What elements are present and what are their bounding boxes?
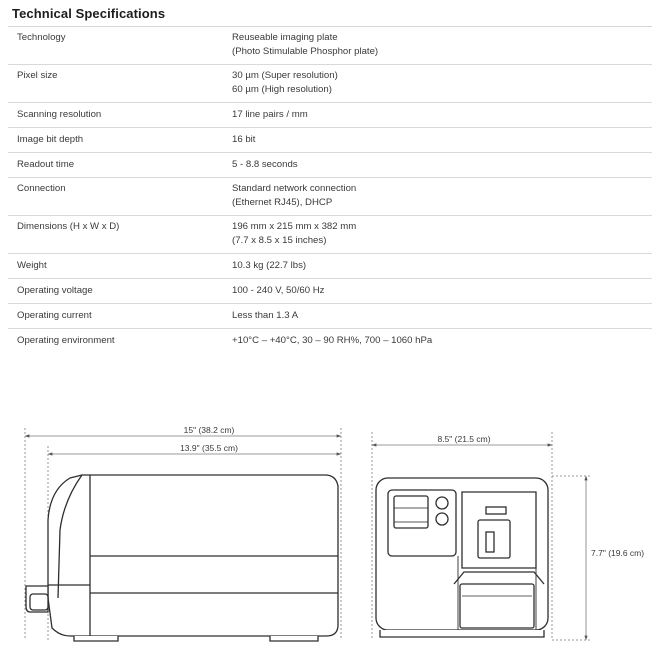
- spec-value-line: 60 µm (High resolution): [232, 83, 332, 95]
- spec-label: Dimensions (H x W x D): [17, 221, 120, 232]
- spec-value: 17 line pairs / mm: [232, 109, 308, 121]
- spec-value-line: Reuseable imaging plate: [232, 32, 338, 43]
- spec-value: 100 - 240 V, 50/60 Hz: [232, 285, 325, 297]
- front-width-label: 8.5" (21.5 cm): [437, 434, 491, 444]
- spec-label: Technology: [17, 32, 66, 43]
- spec-value-line: (7.7 x 8.5 x 15 inches): [232, 234, 327, 246]
- spec-value-line: (Photo Stimulable Phosphor plate): [232, 45, 379, 57]
- spec-value: +10°C – +40°C, 30 – 90 RH%, 700 – 1060 hPa: [232, 335, 433, 347]
- spec-value-line: Standard network connection: [232, 183, 357, 194]
- spec-value: 10.3 kg (22.7 lbs): [232, 260, 307, 272]
- spec-label: Readout time: [17, 159, 75, 171]
- spec-label: Scanning resolution: [17, 109, 102, 121]
- spec-label: Pixel size: [17, 70, 58, 81]
- spec-label: Operating voltage: [17, 285, 93, 297]
- spec-value: Less than 1.3 A: [232, 310, 299, 322]
- spec-label: Weight: [17, 260, 47, 272]
- side-body-length-label: 13.9" (35.5 cm): [180, 443, 238, 453]
- spec-label: Image bit depth: [17, 134, 84, 146]
- side-overall-length-label: 15" (38.2 cm): [183, 425, 235, 435]
- spec-value: 16 bit: [232, 134, 256, 146]
- device-front-view-illustration: [376, 478, 548, 637]
- device-side-view-illustration: [26, 475, 338, 641]
- spec-value-line: 30 µm (Super resolution): [232, 70, 338, 81]
- spec-label: Operating environment: [17, 335, 115, 347]
- spec-value-line: (Ethernet RJ45), DHCP: [232, 196, 333, 208]
- page-title: Technical Specifications: [12, 6, 166, 21]
- front-height-label: 7.7" (19.6 cm): [591, 548, 645, 558]
- spec-value: 5 - 8.8 seconds: [232, 159, 298, 171]
- spec-value-line: 196 mm x 215 mm x 382 mm: [232, 221, 357, 232]
- spec-label: Connection: [17, 183, 66, 194]
- spec-label: Operating current: [17, 310, 92, 322]
